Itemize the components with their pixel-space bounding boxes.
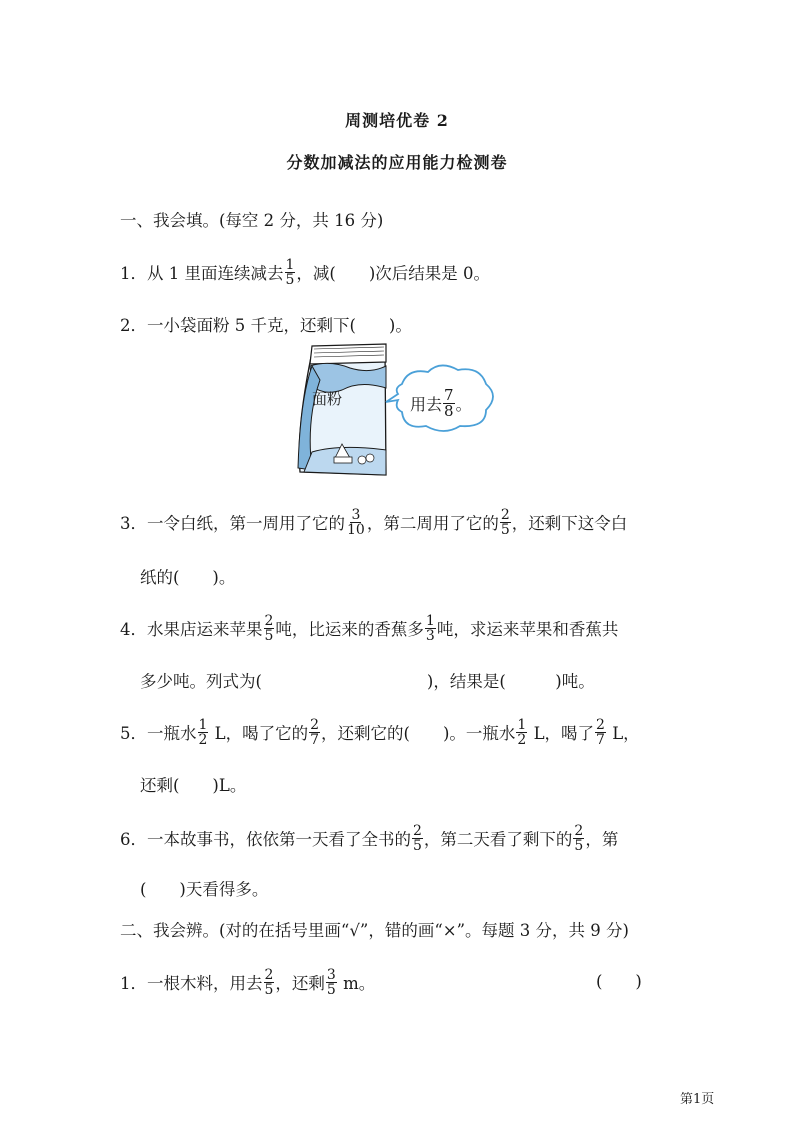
frac-num: 2 [413, 823, 422, 839]
frac-num: 1 [198, 717, 208, 733]
q-text: 4．水果店运来苹果 [120, 620, 263, 639]
frac-num: 2 [310, 717, 320, 733]
frac-den: 3 [425, 628, 435, 644]
q-text: 1．从 1 里面连续减去 [120, 264, 284, 283]
question-1-5-line2: 还剩( )L。 [140, 776, 247, 795]
q-text: ，还剩下这令白 [511, 514, 628, 533]
fraction [573, 824, 584, 853]
q-text: 吨，求运来苹果和香蕉共 [436, 620, 619, 639]
frac-num: 2 [264, 613, 274, 629]
page-number: 第1页 [680, 1092, 715, 1107]
fraction [285, 258, 296, 287]
answer-parenthesis[interactable]: ( ) [596, 972, 642, 991]
bubble-post: 。 [455, 395, 472, 414]
frac-num: 3 [351, 507, 361, 523]
frac-num: 1 [285, 257, 295, 273]
fraction [425, 614, 436, 643]
frac-den: 10 [347, 522, 365, 538]
frac-den: 5 [500, 522, 510, 538]
frac-den: 8 [444, 402, 454, 420]
frac-num: 2 [500, 507, 510, 523]
frac-den: 7 [310, 732, 320, 748]
frac-den: 5 [264, 982, 274, 998]
fraction [346, 508, 366, 537]
question-1-2: 2．一小袋面粉 5 千克，还剩下( )。 [120, 316, 412, 335]
bubble-text [410, 386, 472, 421]
section2-heading: 二、我会辨。(对的在括号里画“√”，错的画“×”。每题 3 分，共 9 分) [120, 921, 629, 940]
page-title: 周测培优卷 2 [345, 111, 449, 130]
q-text: ，减( )次后结果是 0。 [296, 264, 491, 283]
q-text: 6．一本故事书，依依第一天看了全书的 [120, 830, 411, 849]
q-text: m。 [337, 974, 376, 993]
fraction [516, 718, 527, 747]
bubble-pre: 用去 [410, 395, 443, 414]
fraction [198, 718, 209, 747]
frac-num: 1 [425, 613, 435, 629]
q-text: 1．一根木料，用去 [120, 974, 263, 993]
fraction [412, 824, 423, 853]
page-subtitle: 分数加减法的应用能力检测卷 [286, 153, 508, 172]
q-text: ，第 [585, 830, 619, 849]
frac-den: 5 [574, 838, 584, 854]
frac-den: 2 [198, 732, 208, 748]
q-text: 5．一瓶水 [120, 724, 197, 743]
question-1-5 [120, 717, 640, 749]
frac-num: 7 [444, 386, 454, 404]
frac-den: 5 [413, 838, 422, 854]
question-1-1 [120, 257, 491, 289]
frac-num: 1 [517, 717, 527, 733]
question-1-4-line2: 多少吨。列式为( )，结果是( )吨。 [140, 672, 595, 691]
frac-num: 2 [596, 717, 605, 733]
q-text: ，还剩它的( )。一瓶水 [321, 724, 516, 743]
frac-den: 5 [285, 272, 295, 288]
fraction [500, 508, 511, 537]
q-text: ，还剩 [275, 974, 325, 993]
frac-den: 2 [517, 732, 527, 748]
question-1-3 [120, 507, 628, 539]
q-text: ，第二天看了剩下的 [423, 830, 573, 849]
question-1-4 [120, 613, 619, 645]
fraction [595, 718, 606, 747]
fraction [326, 968, 337, 997]
q-text: 3．一令白纸，第一周用了它的 [120, 514, 345, 533]
question-1-6-line2: ( )天看得多。 [140, 880, 269, 899]
q-text: L， [606, 724, 640, 743]
q-text: L，喝了它的 [209, 724, 309, 743]
question-1-3-line2: 纸的( )。 [140, 568, 236, 587]
fraction [443, 388, 455, 419]
frac-num: 2 [574, 823, 584, 839]
frac-num: 2 [264, 967, 274, 983]
fraction [264, 614, 275, 643]
question-2-1 [120, 967, 376, 999]
fraction [264, 968, 275, 997]
q-text: ，第二周用了它的 [366, 514, 499, 533]
frac-den: 5 [264, 628, 274, 644]
section1-heading: 一、我会填。(每空 2 分，共 16 分) [120, 211, 384, 230]
frac-den: 7 [596, 732, 605, 748]
q-text: L，喝了 [528, 724, 595, 743]
question-1-6 [120, 823, 619, 855]
fraction [309, 718, 320, 747]
flour-bag-figure [290, 340, 500, 485]
frac-num: 3 [326, 967, 336, 983]
bag-label: 面粉 [312, 390, 343, 408]
q-text: 吨，比运来的香蕉多 [275, 620, 424, 639]
frac-den: 5 [326, 982, 336, 998]
